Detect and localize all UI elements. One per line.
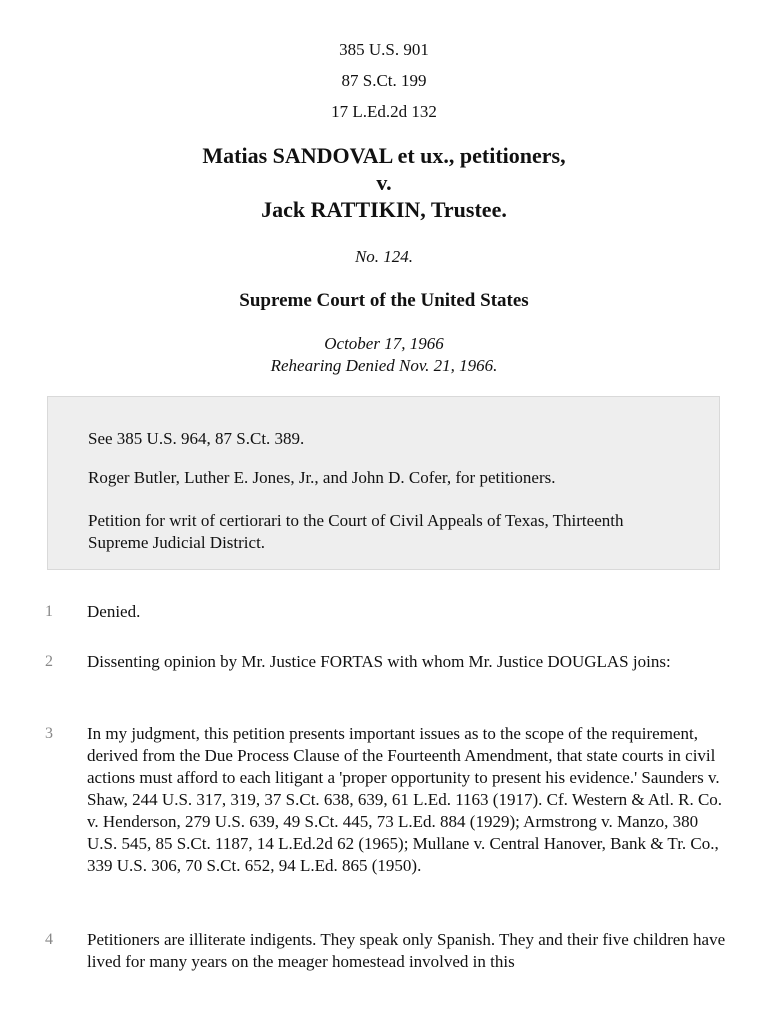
petition-line: Petition for writ of certiorari to the Court of Civil Appeals of Texas, Thirteenth Supreme Judicial District. [88,511,624,552]
paragraph-text: In my judgment, this petition presents important issues as to the scope of the requirement, derived from the Due Process Clause of the Fourteenth Amendment, that state courts in civil actions must afford to each litigant a 'proper opportunity to present his evidence.' Saunders v. Shaw, 244 U.S. 317, 319, 37 S.Ct. 638, 639, 61 L.Ed. 1163 (1917). Cf. Western & Atl. R. Co. v. Henderson, 279 U.S. 639, 49 S.Ct. 445, 73 L.Ed. 884 (1929); Armstrong v. Manzo, 380 U.S. 545, 85 S.Ct. 1187, 14 L.Ed.2d 62 (1965); Mullane v. Central Hanover, Bank & Tr. Co., 339 U.S. 306, 70 S.Ct. 652, 94 L.Ed. 865 (1950). [87,724,723,875]
docket-number: No. 124. [354,247,414,266]
paragraph-text: Denied. [87,602,141,621]
respondent-name: Jack RATTIKIN, Trustee. [261,197,507,222]
paragraph-number: 4 [45,931,53,948]
syllabus-box [47,396,720,570]
versus-label: v. [376,170,392,195]
petitioner-name: Matias SANDOVAL et ux., petitioners, [202,143,566,168]
paragraph-text: Dissenting opinion by Mr. Justice FORTAS with whom Mr. Justice DOUGLAS joins: [87,652,671,671]
citation-lawyers-edition: 17 L.Ed.2d 132 [331,102,437,121]
decision-dates [0,333,768,377]
citation-supreme-court-reporter: 87 S.Ct. 199 [341,71,427,90]
see-also-citation: See 385 U.S. 964, 87 S.Ct. 389. [88,429,305,448]
paragraph-number: 3 [45,725,53,742]
case-caption [0,142,768,223]
paragraph-number: 2 [45,653,53,670]
citation-block [0,34,768,127]
paragraph-text: Petitioners are illiterate indigents. They speak only Spanish. They and their five children have lived for many years on the meager homestead involved in this [87,930,726,971]
decided-date: October 17, 1966 [324,334,444,353]
counsel-line: Roger Butler, Luther E. Jones, Jr., and John D. Cofer, for petitioners. [88,468,556,487]
court-name: Supreme Court of the United States [239,290,529,311]
citation-us-reports: 385 U.S. 901 [339,40,429,59]
paragraph-number: 1 [45,603,53,620]
rehearing-date: Rehearing Denied Nov. 21, 1966. [270,356,498,375]
